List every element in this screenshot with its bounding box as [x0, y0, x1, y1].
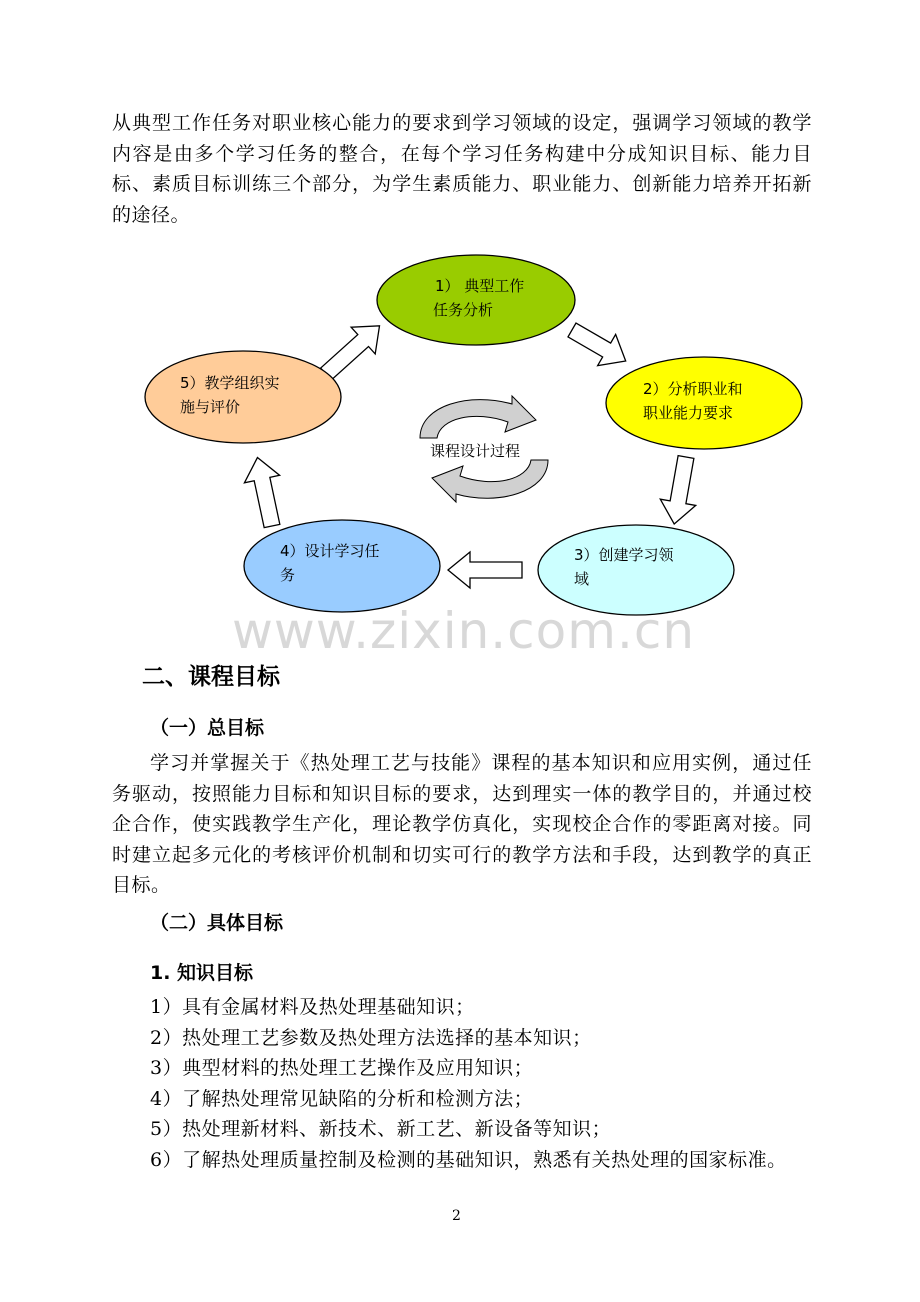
- center-label: 课程设计过程: [430, 442, 521, 460]
- svg-text:2）分析职业和: 2）分析职业和: [643, 380, 743, 398]
- page-number: 2: [452, 1208, 461, 1224]
- arrow-4-to-5: [240, 454, 290, 530]
- arrow-2-to-3: [656, 454, 703, 527]
- arrow-1-to-2: [563, 314, 635, 376]
- svg-text:1） 典型工作: 1） 典型工作: [435, 277, 525, 295]
- overall-goal-paragraph: 学习并掌握关于《热处理工艺与技能》课程的基本知识和应用实例，通过任务驱动，按照能力目标和知识目标的要求，达到理实一体的教学目的，并通过校企合作，使实践教学生产化，理论教学仿真化，实现校企合作的零距离对接。同时建立起多元化的考核评价机制和切实可行的教学方法和手段，达到教学的真正目标。: [112, 752, 812, 896]
- svg-text:4）设计学习任: 4）设计学习任: [280, 542, 380, 560]
- svg-text:5）教学组织实: 5）教学组织实: [180, 374, 280, 392]
- svg-text:职业能力要求: 职业能力要求: [643, 404, 734, 422]
- node-design-learning-task: [244, 520, 440, 612]
- list-item: 1）具有金属材料及热处理基础知识；: [150, 996, 475, 1018]
- arrow-3-to-4: [448, 552, 522, 588]
- svg-text:务: 务: [280, 566, 296, 584]
- subsection-specific-goals-title: （二）具体目标: [150, 912, 284, 934]
- svg-text:任务分析: 任务分析: [433, 301, 494, 319]
- list-item: 6）了解热处理质量控制及检测的基础知识，熟悉有关热处理的国家标准。: [150, 1148, 787, 1171]
- svg-text:3）创建学习领: 3）创建学习领: [574, 546, 674, 564]
- watermark: www.zixin.com.cn: [232, 602, 696, 660]
- list-item: 2）热处理工艺参数及热处理方法选择的基本知识；: [150, 1026, 592, 1049]
- section-title: 二、课程目标: [142, 664, 280, 690]
- list-item: 4）了解热处理常见缺陷的分析和检测方法；: [150, 1087, 534, 1110]
- knowledge-goals-title: 1. 知识目标: [150, 962, 254, 984]
- node-analyze-vocational-ability: [606, 357, 802, 449]
- intro-paragraph: 从典型工作任务对职业核心能力的要求到学习领域的设定，强调学习领域的教学内容是由多个学习任务的整合，在每个学习任务构建中分成知识目标、能力目标、素质目标训练三个部分，为学生素质能力、职业能力、创新能力培养开拓新的途径。: [112, 112, 812, 226]
- svg-text:域: 域: [574, 570, 590, 588]
- subsection-overall-goal-title: （一）总目标: [150, 717, 265, 739]
- list-item: 3）典型材料的热处理工艺操作及应用知识；: [150, 1057, 534, 1079]
- list-item: 5）热处理新材料、新技术、新工艺、新设备等知识；: [150, 1118, 612, 1140]
- knowledge-goals-list: [112, 992, 812, 1175]
- node-typical-task-analysis: [377, 255, 575, 345]
- svg-text:施与评价: 施与评价: [180, 398, 241, 416]
- node-teaching-implementation: [145, 351, 341, 443]
